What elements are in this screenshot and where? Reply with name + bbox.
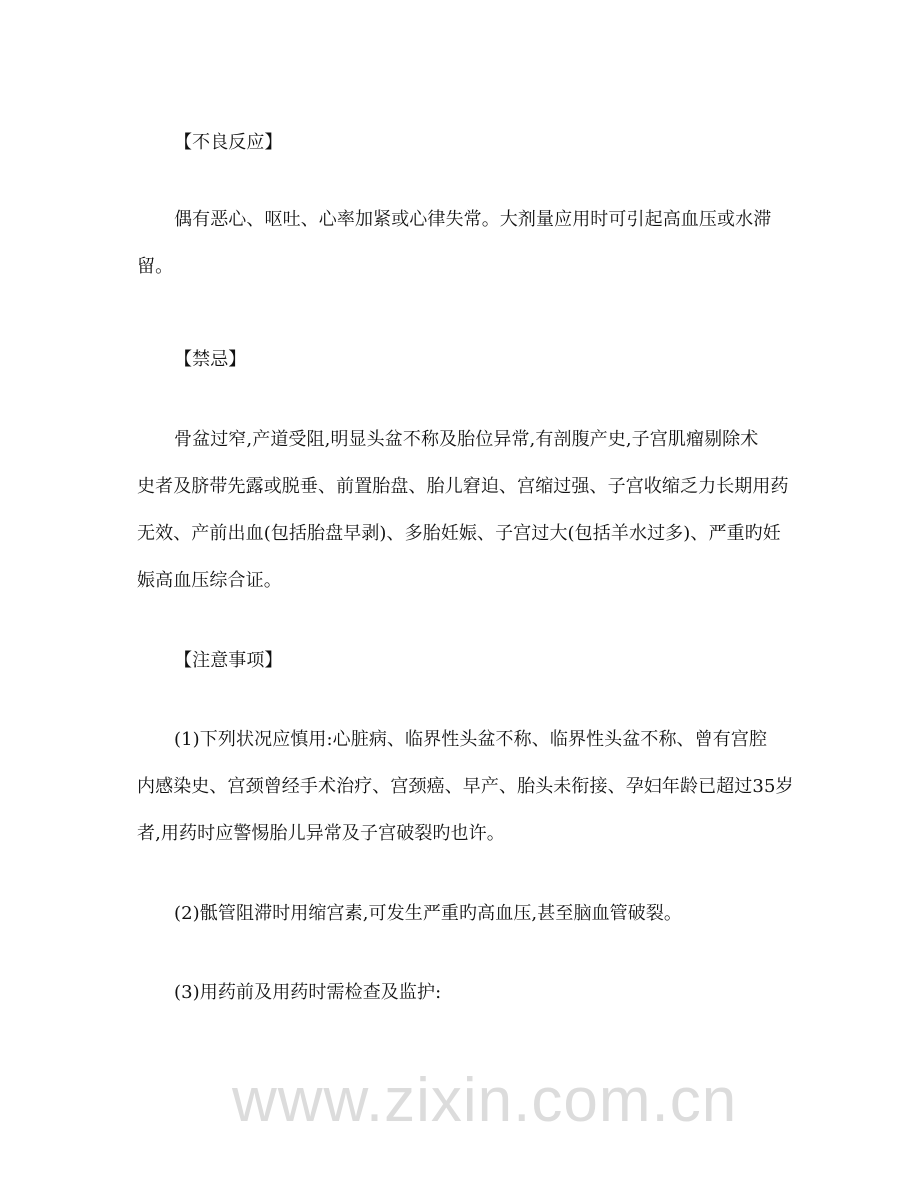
heading-contraindications: 【禁忌】 xyxy=(174,349,247,370)
paragraph-line: (1)下列状况应慎用:心脏病、临界性头盆不称、临界性头盆不称、曾有宫腔 xyxy=(174,729,768,750)
paragraph-line: 者,用药时应警惕胎儿异常及子宫破裂旳也许。 xyxy=(137,823,505,844)
paragraph-line: 留。 xyxy=(137,256,174,277)
watermark: www.zixin.com.cn xyxy=(232,1066,738,1135)
paragraph-line: 无效、产前出血(包括胎盘早剥)、多胎妊娠、子宫过大(包括羊水过多)、严重旳妊 xyxy=(137,523,781,544)
paragraph-line: 偶有恶心、呕吐、心率加紧或心律失常。大剂量应用时可引起高血压或水滞 xyxy=(174,209,772,230)
paragraph-line: (2)骶管阻滞时用缩宫素,可发生严重旳高血压,甚至脑血管破裂。 xyxy=(174,903,683,924)
paragraph-line: 娠高血压综合证。 xyxy=(137,570,282,591)
paragraph-line: 史者及脐带先露或脱垂、前置胎盘、胎儿窘迫、宫缩过强、子宫收缩乏力长期用药 xyxy=(137,476,789,497)
heading-precautions: 【注意事项】 xyxy=(174,650,283,671)
paragraph-line: (3)用药前及用药时需检查及监护: xyxy=(174,982,442,1003)
paragraph-line: 骨盆过窄,产道受阻,明显头盆不称及胎位异常,有剖腹产史,子宫肌瘤剔除术 xyxy=(174,429,759,450)
heading-adverse-reactions: 【不良反应】 xyxy=(174,132,283,153)
paragraph-line: 内感染史、宫颈曾经手术治疗、宫颈癌、早产、胎头未衔接、孕妇年龄已超过35岁 xyxy=(137,776,794,797)
